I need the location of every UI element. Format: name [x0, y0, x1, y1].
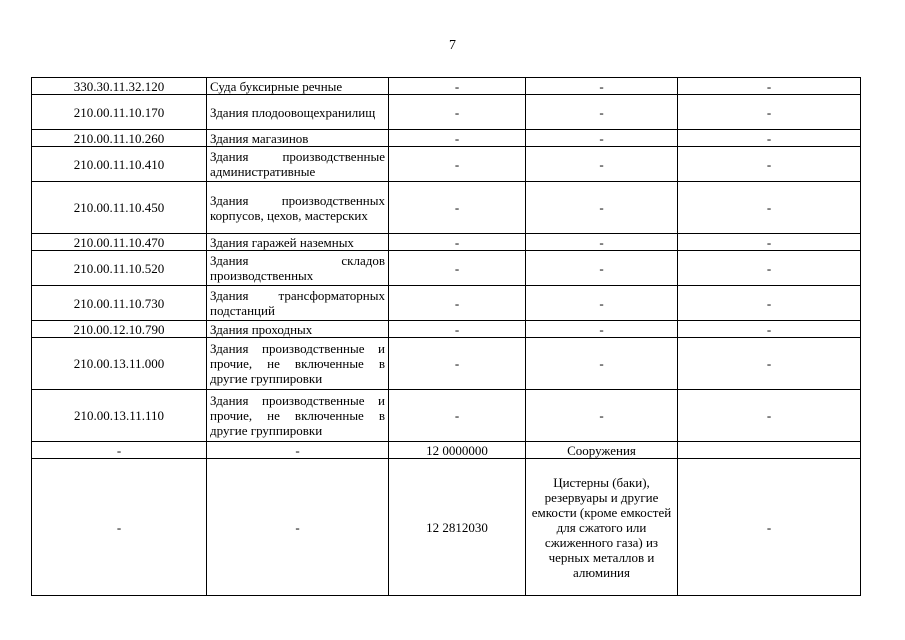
table-row — [32, 286, 861, 321]
note-cell: - — [678, 338, 861, 390]
table-row — [32, 390, 861, 442]
table-row — [32, 321, 861, 338]
old-name-cell: - — [526, 234, 678, 251]
okof-code-cell: - — [32, 459, 207, 596]
okof-name-cell: Здания проходных — [207, 321, 389, 338]
old-code-cell: - — [389, 95, 526, 130]
old-name-cell: - — [526, 390, 678, 442]
old-name-cell: - — [526, 321, 678, 338]
note-cell: - — [678, 390, 861, 442]
okof-code-cell: 210.00.11.10.520 — [32, 251, 207, 286]
okof-code-cell: 210.00.11.10.450 — [32, 182, 207, 234]
note-cell: - — [678, 251, 861, 286]
old-name-cell: - — [526, 182, 678, 234]
table-row — [32, 147, 861, 182]
classification-table — [31, 77, 861, 596]
table-row — [32, 95, 861, 130]
old-code-cell: - — [389, 338, 526, 390]
old-name-cell: - — [526, 130, 678, 147]
note-cell: - — [678, 234, 861, 251]
okof-code-cell: 210.00.11.10.410 — [32, 147, 207, 182]
old-code-cell: 12 2812030 — [389, 459, 526, 596]
okof-code-cell: 210.00.12.10.790 — [32, 321, 207, 338]
old-code-cell: - — [389, 130, 526, 147]
old-name-cell: - — [526, 251, 678, 286]
old-name-cell: - — [526, 95, 678, 130]
okof-name-cell: Здания производственные и прочие, не включенные в другие группировки — [207, 338, 389, 390]
old-name-cell: - — [526, 286, 678, 321]
okof-name-cell: - — [207, 442, 389, 459]
okof-name-cell: Здания производственные и прочие, не включенные в другие группировки — [207, 390, 389, 442]
okof-name-cell: Суда буксирные речные — [207, 78, 389, 95]
old-name-cell: - — [526, 338, 678, 390]
okof-code-cell: 330.30.11.32.120 — [32, 78, 207, 95]
page-number: 7 — [449, 38, 456, 53]
okof-name-cell: Здания магазинов — [207, 130, 389, 147]
okof-code-cell: 210.00.11.10.260 — [32, 130, 207, 147]
okof-name-cell: - — [207, 459, 389, 596]
old-code-cell: - — [389, 286, 526, 321]
okof-name-cell: Здания гаражей наземных — [207, 234, 389, 251]
old-code-cell: - — [389, 78, 526, 95]
table-row — [32, 338, 861, 390]
table-row — [32, 182, 861, 234]
note-cell: - — [678, 286, 861, 321]
old-name-cell: Сооружения — [526, 442, 678, 459]
old-code-cell: - — [389, 147, 526, 182]
okof-code-cell: 210.00.11.10.730 — [32, 286, 207, 321]
okof-code-cell: 210.00.11.10.470 — [32, 234, 207, 251]
note-cell: - — [678, 321, 861, 338]
okof-name-cell: Здания производственные административные — [207, 147, 389, 182]
old-code-cell: - — [389, 182, 526, 234]
table-row — [32, 130, 861, 147]
table-row — [32, 78, 861, 95]
okof-name-cell: Здания складов производственных — [207, 251, 389, 286]
note-cell: - — [678, 130, 861, 147]
okof-name-cell: Здания производственных корпусов, цехов, мастерских — [207, 182, 389, 234]
okof-code-cell: 210.00.13.11.110 — [32, 390, 207, 442]
old-name-cell: - — [526, 147, 678, 182]
note-cell: - — [678, 95, 861, 130]
note-cell: - — [678, 459, 861, 596]
okof-name-cell: Здания трансформаторных подстанций — [207, 286, 389, 321]
note-cell: - — [678, 182, 861, 234]
table-row — [32, 234, 861, 251]
note-cell — [678, 442, 861, 459]
okof-code-cell: 210.00.13.11.000 — [32, 338, 207, 390]
table-row — [32, 251, 861, 286]
old-code-cell: - — [389, 234, 526, 251]
old-name-cell: Цистерны (баки), резервуары и другие емкости (кроме емкостей для сжатого или сжиженного газа) из черных металлов и алюминия — [526, 459, 678, 596]
okof-code-cell: 210.00.11.10.170 — [32, 95, 207, 130]
okof-code-cell: - — [32, 442, 207, 459]
note-cell: - — [678, 78, 861, 95]
old-code-cell: - — [389, 321, 526, 338]
table-row — [32, 442, 861, 459]
note-cell: - — [678, 147, 861, 182]
old-code-cell: - — [389, 390, 526, 442]
old-code-cell: 12 0000000 — [389, 442, 526, 459]
old-code-cell: - — [389, 251, 526, 286]
table-row — [32, 459, 861, 596]
old-name-cell: - — [526, 78, 678, 95]
okof-name-cell: Здания плодоовощехранилищ — [207, 95, 389, 130]
